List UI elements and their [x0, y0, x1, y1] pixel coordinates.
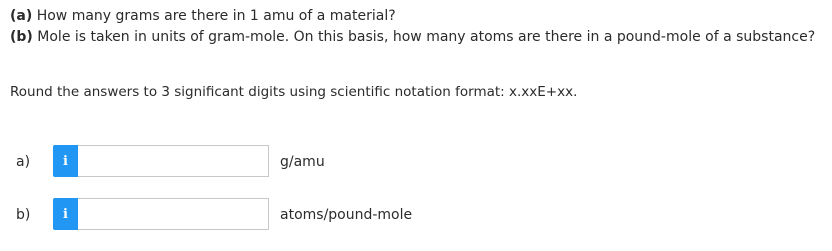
rounding-instructions: Round the answers to 3 significant digits using scientific notation format: x.xxE+xx.	[10, 84, 578, 100]
answer-row-a	[0, 145, 832, 179]
unit-label-a: g/amu	[280, 154, 325, 170]
question-part-b	[10, 28, 815, 46]
info-icon[interactable]	[53, 145, 78, 177]
answer-input-b[interactable]	[78, 198, 269, 230]
answer-row-b	[0, 198, 832, 232]
answer-label-b: b)	[16, 207, 31, 223]
answer-label-a: a)	[16, 154, 31, 170]
question-part-b-text: Mole is taken in units of gram-mole. On this basis, how many atoms are there in a pound-mole of a substance?	[32, 29, 816, 45]
info-glyph: i	[63, 153, 68, 169]
info-icon[interactable]	[53, 198, 78, 230]
question-part-a-tag: (a)	[10, 8, 33, 24]
answer-input-a[interactable]	[78, 145, 269, 177]
info-glyph: i	[63, 206, 68, 222]
question-part-a-text: How many grams are there in 1 amu of a material?	[32, 8, 396, 24]
question-part-a	[10, 7, 396, 25]
question-part-b-tag: (b)	[10, 29, 33, 45]
unit-label-b: atoms/pound-mole	[280, 207, 413, 223]
